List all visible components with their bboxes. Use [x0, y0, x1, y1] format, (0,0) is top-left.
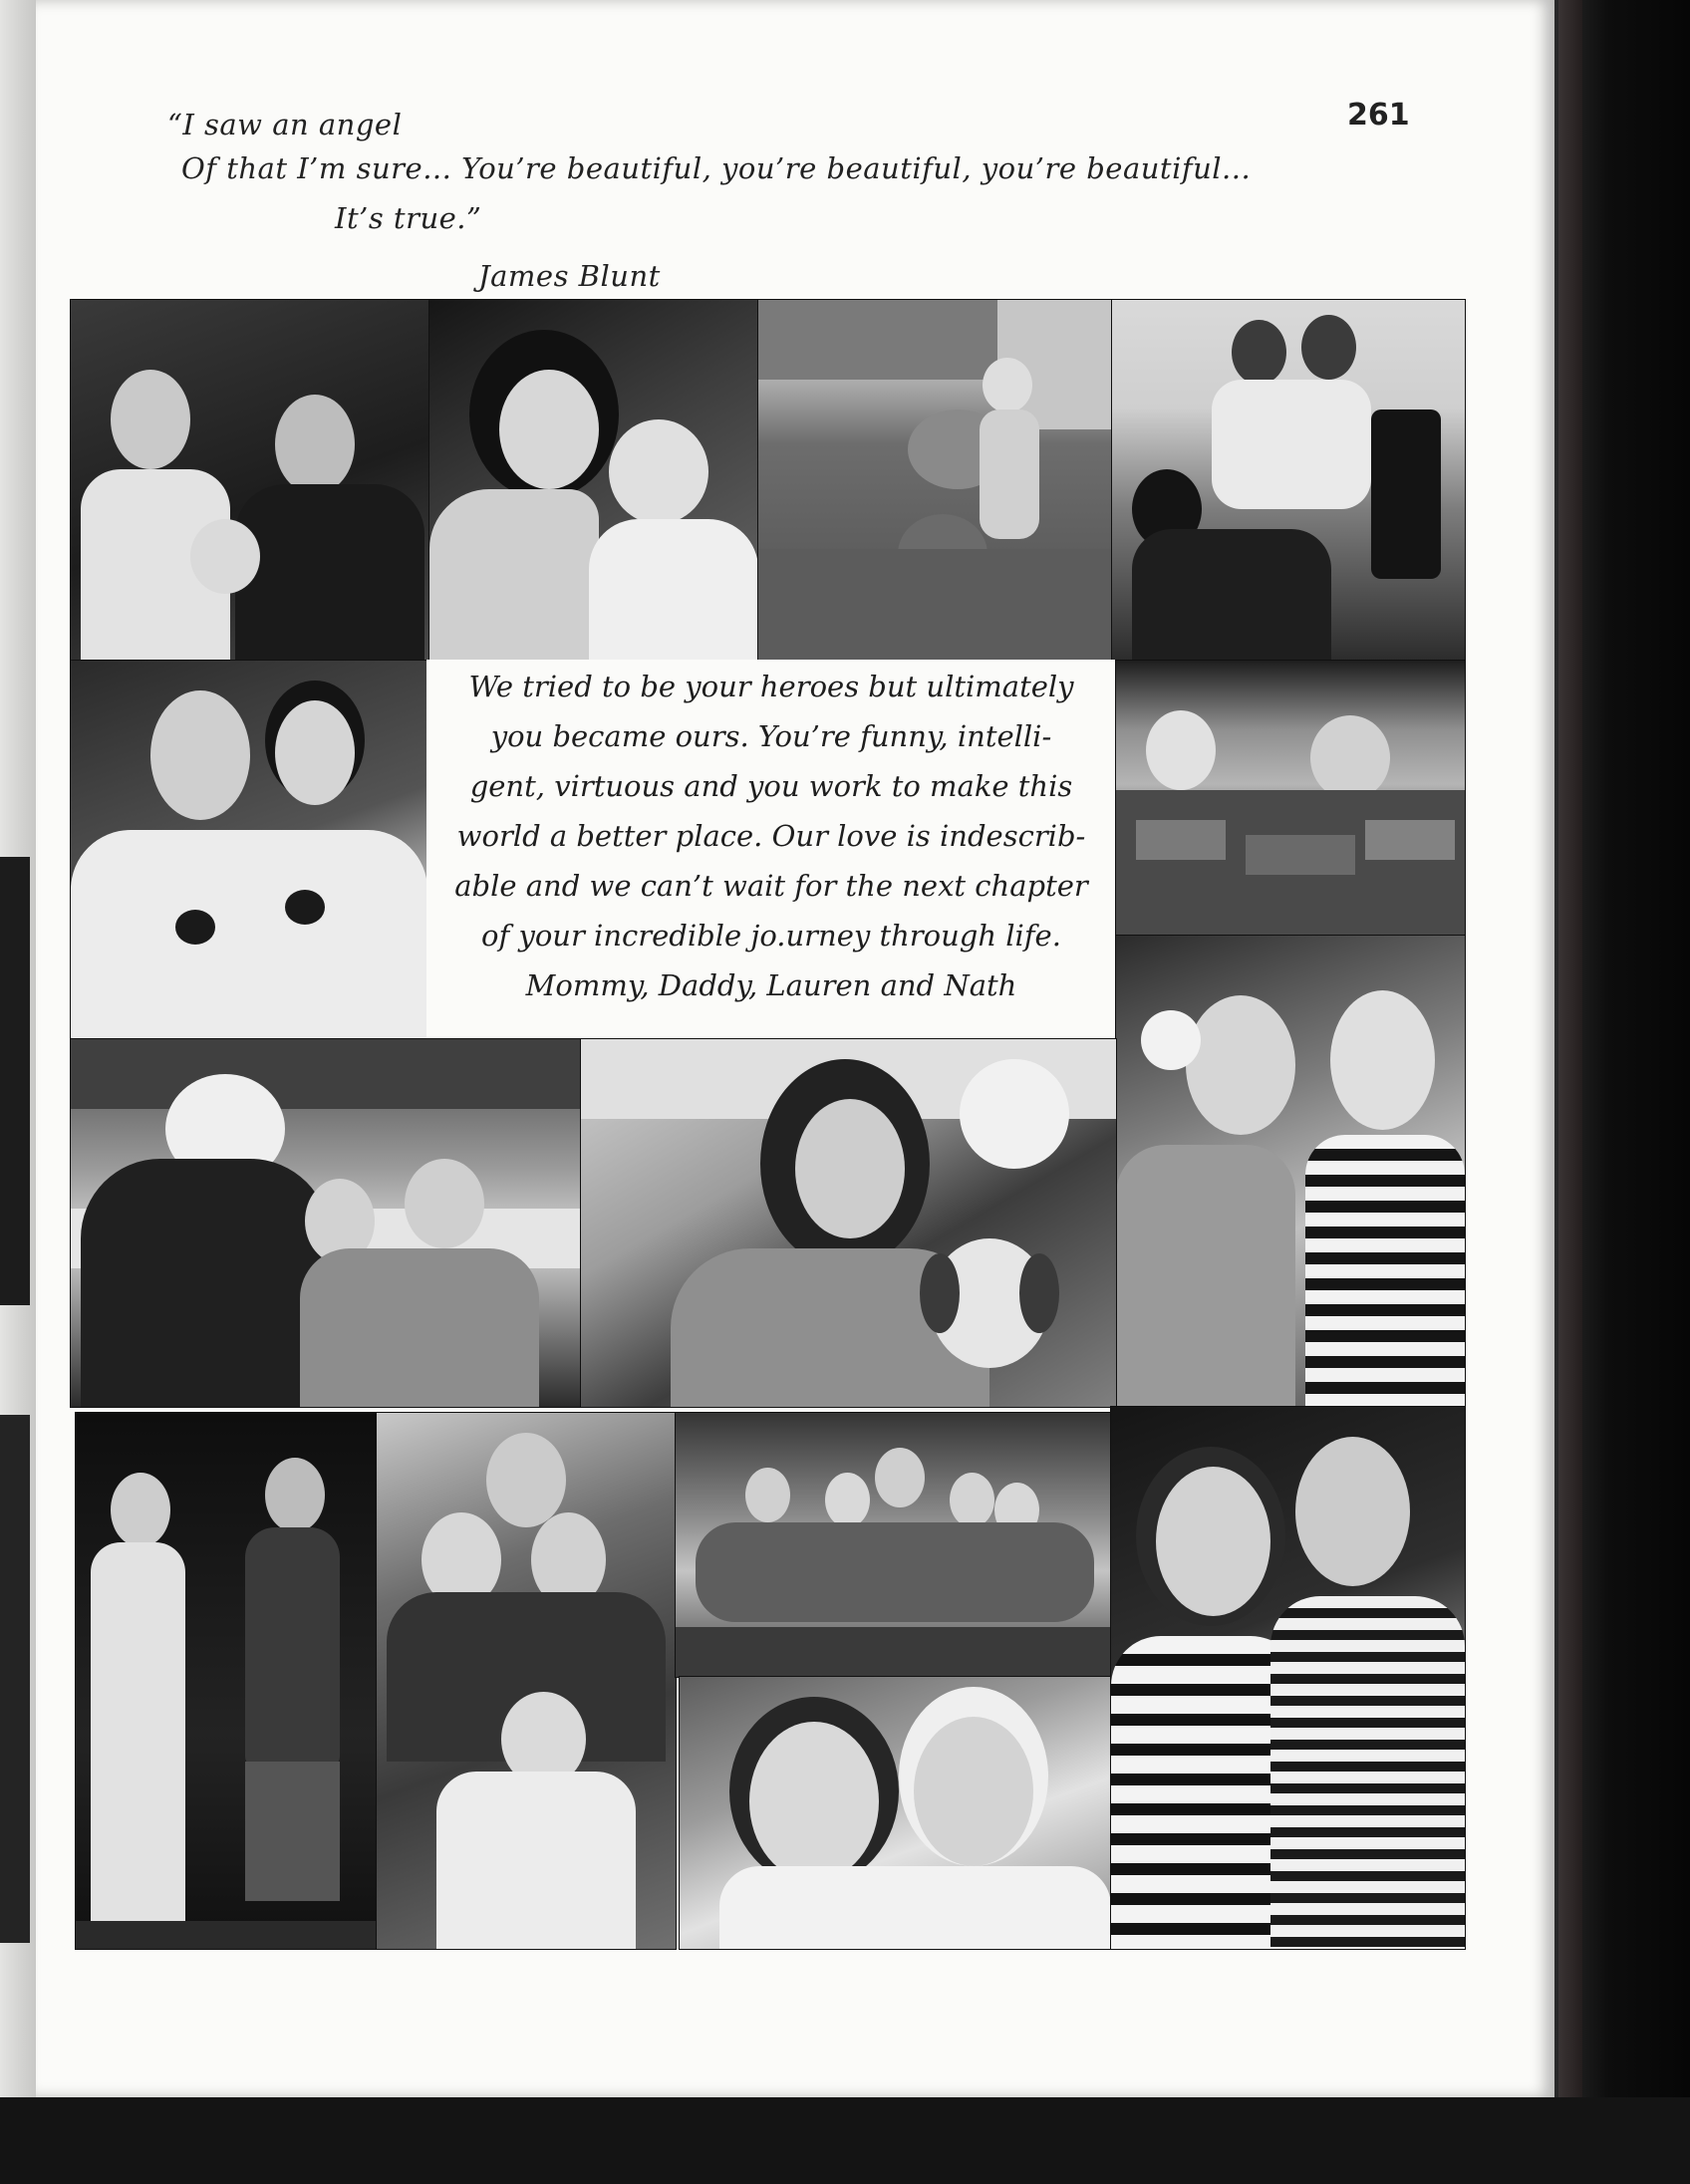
message-line: gent, virtuous and you work to make this [469, 769, 1073, 803]
photo-girl-with-beagle [580, 1038, 1117, 1408]
photo-girls-behind-stone-wall [1115, 660, 1466, 937]
parents-message [426, 660, 1115, 1038]
photo-two-girls-laughing [679, 1676, 1112, 1950]
scan-left-edge [0, 0, 36, 2184]
message-line: We tried to be your heroes but ultimately [468, 670, 1074, 703]
quote-line-3: It’s true.” [335, 201, 482, 235]
message-line: able and we can’t wait for the next chapter [454, 869, 1088, 903]
photo-two-girls-flowers-in-hair [1115, 935, 1466, 1408]
photo-girls-on-stage [75, 1412, 378, 1950]
photo-father-with-children [1111, 299, 1466, 662]
page-number: 261 [1347, 98, 1410, 133]
quote-attribution: James Blunt [478, 259, 661, 293]
photo-two-girls-striped-shirts [1110, 1406, 1466, 1950]
message-signature: Mommy, Daddy, Lauren and Nath [525, 968, 1017, 1002]
photo-two-girls-tshirts [70, 660, 428, 1040]
message-line: world a better place. Our love is indescrib- [456, 819, 1086, 853]
photo-family-group [376, 1412, 677, 1950]
photo-two-men-with-baby [70, 299, 430, 662]
adjacent-page-shadow [0, 857, 30, 1305]
message-line: you became ours. You’re funny, intelli- [490, 719, 1052, 753]
photo-girls-sitting-on-grass [675, 1412, 1112, 1678]
scan-bottom-edge [0, 2097, 1690, 2184]
book-spine [1558, 0, 1582, 2184]
photo-mother-with-baby [428, 299, 759, 662]
adjacent-page-shadow [0, 1415, 30, 1943]
quote-line-1: “I saw an angel [167, 108, 403, 141]
quote-line-2: Of that I’m sure... You’re beautiful, you’re beautiful, you’re beautiful... [181, 151, 1252, 185]
photo-child-with-pumpkins [757, 299, 1113, 662]
photo-mascot-at-hockey-rink [70, 1038, 582, 1408]
message-line: of your incredible jo.urney through life. [481, 919, 1061, 953]
book-spine-edge [1554, 0, 1690, 2184]
